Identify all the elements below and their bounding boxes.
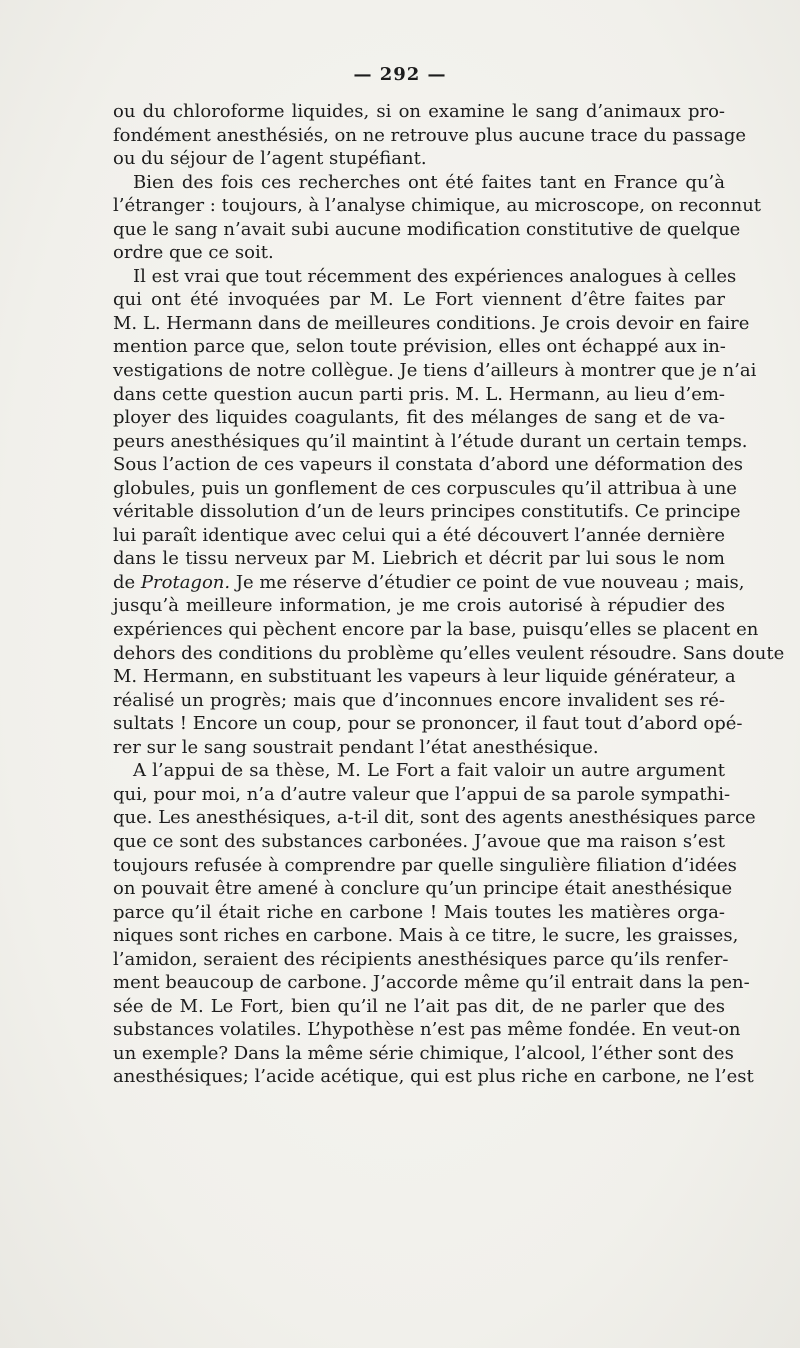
text-line: fondément anesthésiés, on ne retrouve plus aucune trace du passage (113, 124, 747, 146)
page-number: — 292 — (353, 64, 447, 85)
text-line: Il est vrai que tout récemment des expériences analogues à celles (133, 265, 737, 287)
text-line: M. L. Hermann dans de meilleures conditions. Je crois devoir en faire (113, 312, 750, 334)
text-line: que ce sont des substances carbonées. J’avoue que ma raison s’est (113, 830, 725, 852)
text-line: ou du séjour de l’agent stupéfiant. (113, 148, 427, 170)
text-line: dans cette question aucun parti pris. M. L. Hermann, au lieu d’em- (113, 383, 725, 405)
text-line: rer sur le sang soustrait pendant l’état anesthésique. (113, 736, 599, 758)
text-line: véritable dissolution d’un de leurs principes constitutifs. Ce principe (113, 501, 741, 523)
text-line: dehors des conditions du problème qu’elles veulent résoudre. Sans doute (113, 642, 785, 664)
text-line: A l’appui de sa thèse, M. Le Fort a fait valoir un autre argument (133, 760, 725, 782)
text-line: peurs anesthésiques qu’il maintint à l’étude durant un certain temps. (113, 430, 748, 452)
text-line: l’étranger : toujours, à l’analyse chimique, au microscope, on reconnut (113, 195, 762, 217)
protagon-term: Protagon. (140, 571, 231, 593)
text-line: M. Hermann, en substituant les vapeurs à leur liquide générateur, a (113, 666, 736, 688)
text-line: lui paraît identique avec celui qui a été découvert l’année dernière (113, 524, 725, 546)
text-line: réalisé un progrès; mais que d’inconnues encore invalident ses ré- (113, 689, 725, 711)
text-line: globules, puis un gonflement de ces corpuscules qu’il attribua à une (113, 477, 737, 499)
text-line: expériences qui pèchent encore par la base, puisqu’elles se placent en (113, 619, 759, 641)
text-line: sultats ! Encore un coup, pour se prononcer, il faut tout d’abord opé- (113, 713, 743, 735)
body-text (113, 100, 785, 1089)
text-line: un exemple? Dans la même série chimique, l’alcool, l’éther sont des (113, 1042, 734, 1064)
text-line: sée de M. Le Fort, bien qu’il ne l’ait pas dit, de ne parler que des (113, 995, 725, 1017)
text-line: que. Les anesthésiques, a-t-il dit, sont des agents anesthésiques parce (113, 807, 756, 829)
text-line: que le sang n’avait subi aucune modification constitutive de quelque (113, 218, 741, 240)
text-line: qui, pour moi, n’a d’autre valeur que l’appui de sa parole sympathi- (113, 783, 731, 805)
text-line: Bien des fois ces recherches ont été faites tant en France qu’à (133, 171, 725, 193)
text-line: ment beaucoup de carbone. J’accorde même qu’il entrait dans la pen- (113, 972, 750, 994)
text-line: ployer des liquides coagulants, fit des mélanges de sang et de va- (113, 407, 725, 429)
text-line: l’amidon, seraient des récipients anesthésiques parce qu’ils renfer- (113, 948, 729, 970)
text-line: dans le tissu nerveux par M. Liebrich et décrit par lui sous le nom (113, 548, 725, 570)
text-line: on pouvait être amené à conclure qu’un principe était anesthésique (113, 878, 733, 900)
text-line: jusqu’à meilleure information, je me crois autorisé à répudier des (113, 595, 725, 617)
text-line: ordre que ce soit. (113, 242, 274, 264)
line-suffix: Je me réserve d’étudier ce point de vue nouveau ; mais, (230, 571, 745, 593)
text-line: ou du chloroforme liquides, si on examine le sang d’animaux pro- (113, 101, 725, 122)
text-line: parce qu’il était riche en carbone ! Mais toutes les matières orga- (113, 901, 725, 923)
text-line: substances volatiles. L’hypothèse n’est pas même fondée. En veut-on (113, 1019, 741, 1041)
text-line-protagon (113, 571, 745, 595)
text-line: niques sont riches en carbone. Mais à ce titre, le sucre, les graisses, (113, 925, 739, 947)
text-line: mention parce que, selon toute prévision, elles ont échappé aux in- (113, 336, 726, 358)
text-line: Sous l’action de ces vapeurs il constata d’abord une déformation des (113, 454, 743, 476)
text-line: qui ont été invoquées par M. Le Fort viennent d’être faites par (113, 289, 725, 311)
text-line: anesthésiques; l’acide acétique, qui est plus riche en carbone, ne l’est (113, 1066, 754, 1088)
text-line: vestigations de notre collègue. Je tiens d’ailleurs à montrer que je n’ai (113, 360, 757, 382)
line-prefix: de (113, 571, 141, 593)
text-line: toujours refusée à comprendre par quelle singulière filiation d’idées (113, 854, 737, 876)
